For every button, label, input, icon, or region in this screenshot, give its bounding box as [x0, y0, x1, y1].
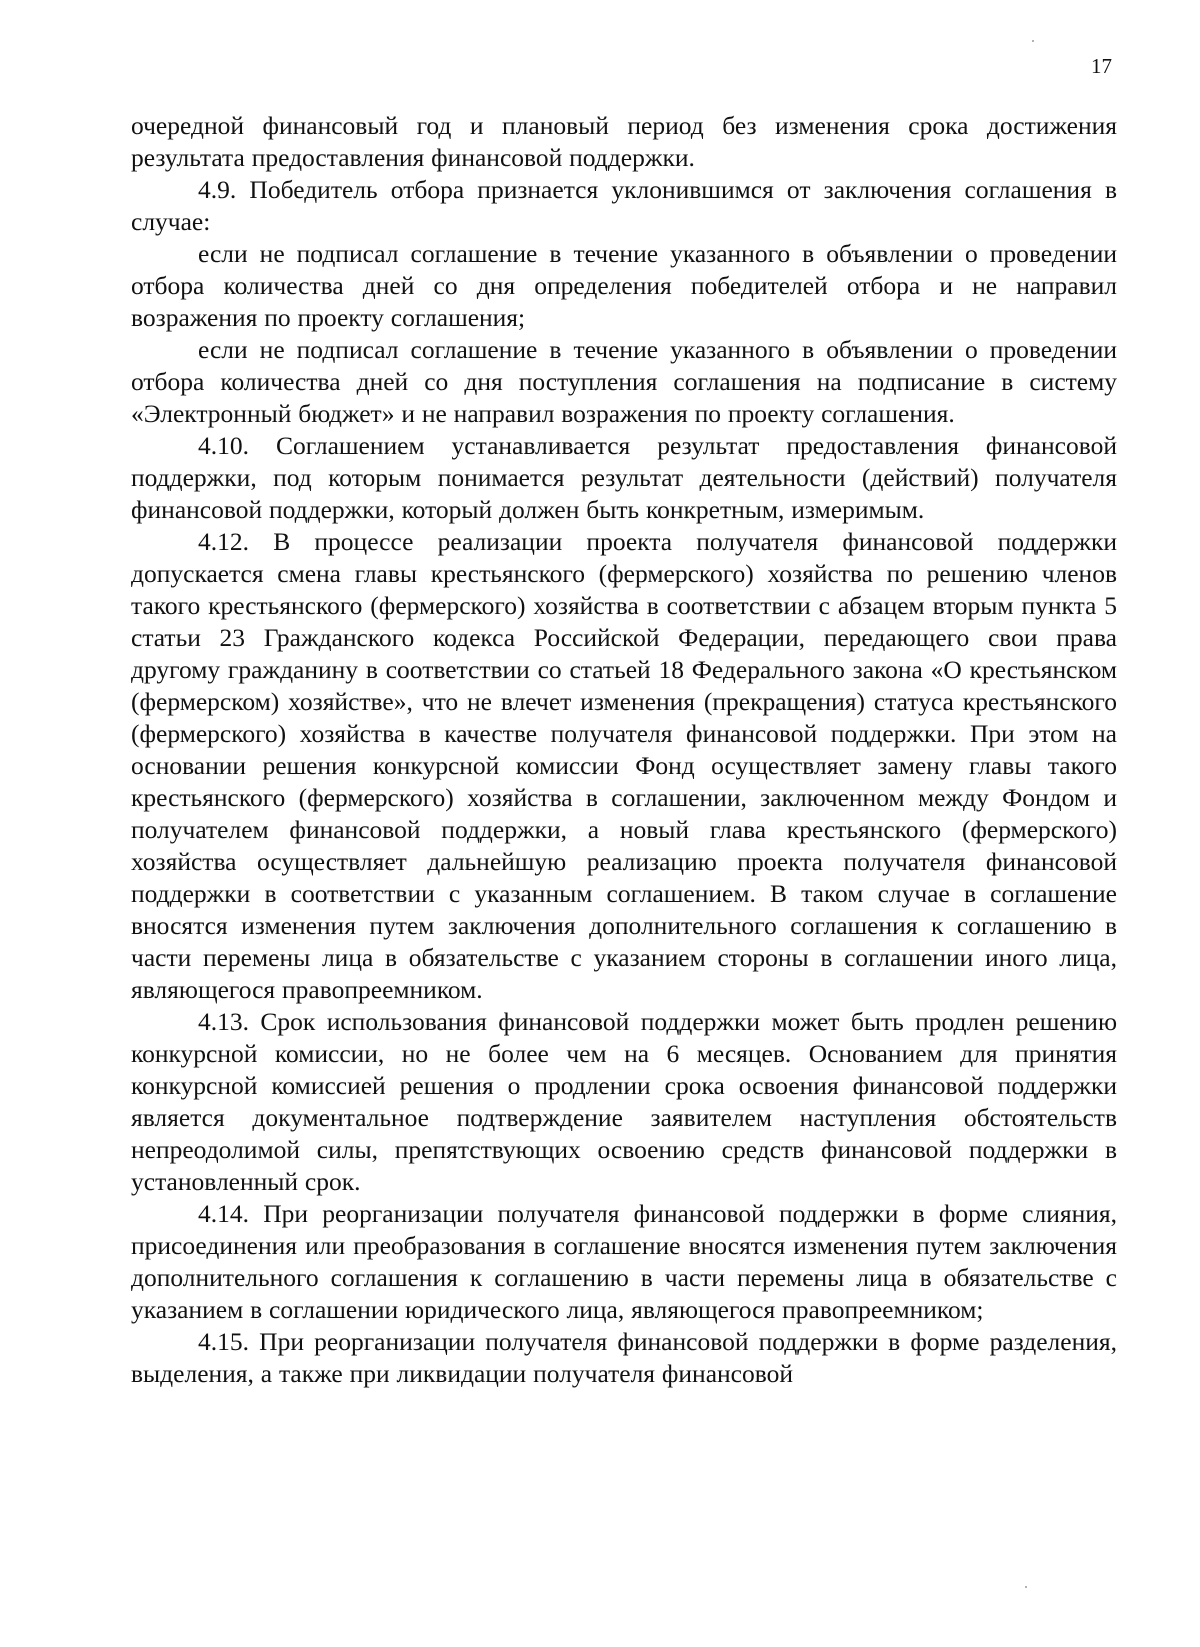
paragraph-4-13: 4.13. Срок использования финансовой поддержки может быть продлен решению конкурсной комиссии, но не более чем на 6 месяцев. Основанием для принятия конкурсной комиссией решения о продлении срока освоения финансовой поддержки является документальное подтверждение заявителем наступления обстоятельств непреодолимой силы, препятствующих освоению средств финансовой поддержки в установленный срок.: [131, 1007, 1117, 1196]
paragraph-4-12: 4.12. В процессе реализации проекта получателя финансовой поддержки допускается смена главы крестьянского (фермерского) хозяйства по решению членов такого крестьянского (фермерского) хозяйства в соответствии с абзацем вторым пункта 5 статьи 23 Гражданского кодекса Российской Федерации, передающего свои права другому гражданину в соответствии со статьей 18 Федерального закона «О крестьянском (фермерском) хозяйстве», что не влечет изменения (прекращения) статуса крестьянского (фермерского) хозяйства в качестве получателя финансовой поддержки. При этом на основании решения конкурсной комиссии Фонд осуществляет замену главы такого крестьянского (фермерского) хозяйства в соглашении, заключенном между Фондом и получателем финансовой поддержки, а новый глава крестьянского (фермерского) хозяйства осуществляет дальнейшую реализацию проекта получателя финансовой поддержки в соответствии с указанным соглашением. В таком случае в соглашение вносятся изменения путем заключения дополнительного соглашения к соглашению в части перемены лица в обязательстве с указанием стороны в соглашении иного лица, являющегося правопреемником.: [131, 527, 1117, 1004]
paragraph-4-9: 4.9. Победитель отбора признается уклонившимся от заключения соглашения в случае:: [131, 175, 1117, 236]
paragraph-4-9-case-2: если не подписал соглашение в течение указанного в объявлении о проведении отбора количества дней со дня поступления соглашения на подписание в систему «Электронный бюджет» и не направил возражения по проекту соглашения.: [131, 335, 1117, 428]
document-body: [131, 110, 1117, 1390]
page-number: 17: [1091, 54, 1112, 78]
scan-speck: [1032, 40, 1034, 42]
paragraph-4-9-case-1: если не подписал соглашение в течение указанного в объявлении о проведении отбора количества дней со дня определения победителей отбора и не направил возражения по проекту соглашения;: [131, 239, 1117, 332]
paragraph-continuation: очередной финансовый год и плановый период без изменения срока достижения результата предоставления финансовой поддержки.: [131, 111, 1117, 172]
paragraph-4-15: 4.15. При реорганизации получателя финансовой поддержки в форме разделения, выделения, а также при ликвидации получателя финансовой: [131, 1327, 1117, 1388]
paragraph-4-10: 4.10. Соглашением устанавливается результат предоставления финансовой поддержки, под которым понимается результат деятельности (действий) получателя финансовой поддержки, который должен быть конкретным, измеримым.: [131, 431, 1117, 524]
scan-speck: [1025, 1586, 1027, 1588]
paragraph-4-14: 4.14. При реорганизации получателя финансовой поддержки в форме слияния, присоединения или преобразования в соглашение вносятся изменения путем заключения дополнительного соглашения к соглашению в части перемены лица в обязательстве с указанием в соглашении юридического лица, являющегося правопреемником;: [131, 1199, 1117, 1324]
